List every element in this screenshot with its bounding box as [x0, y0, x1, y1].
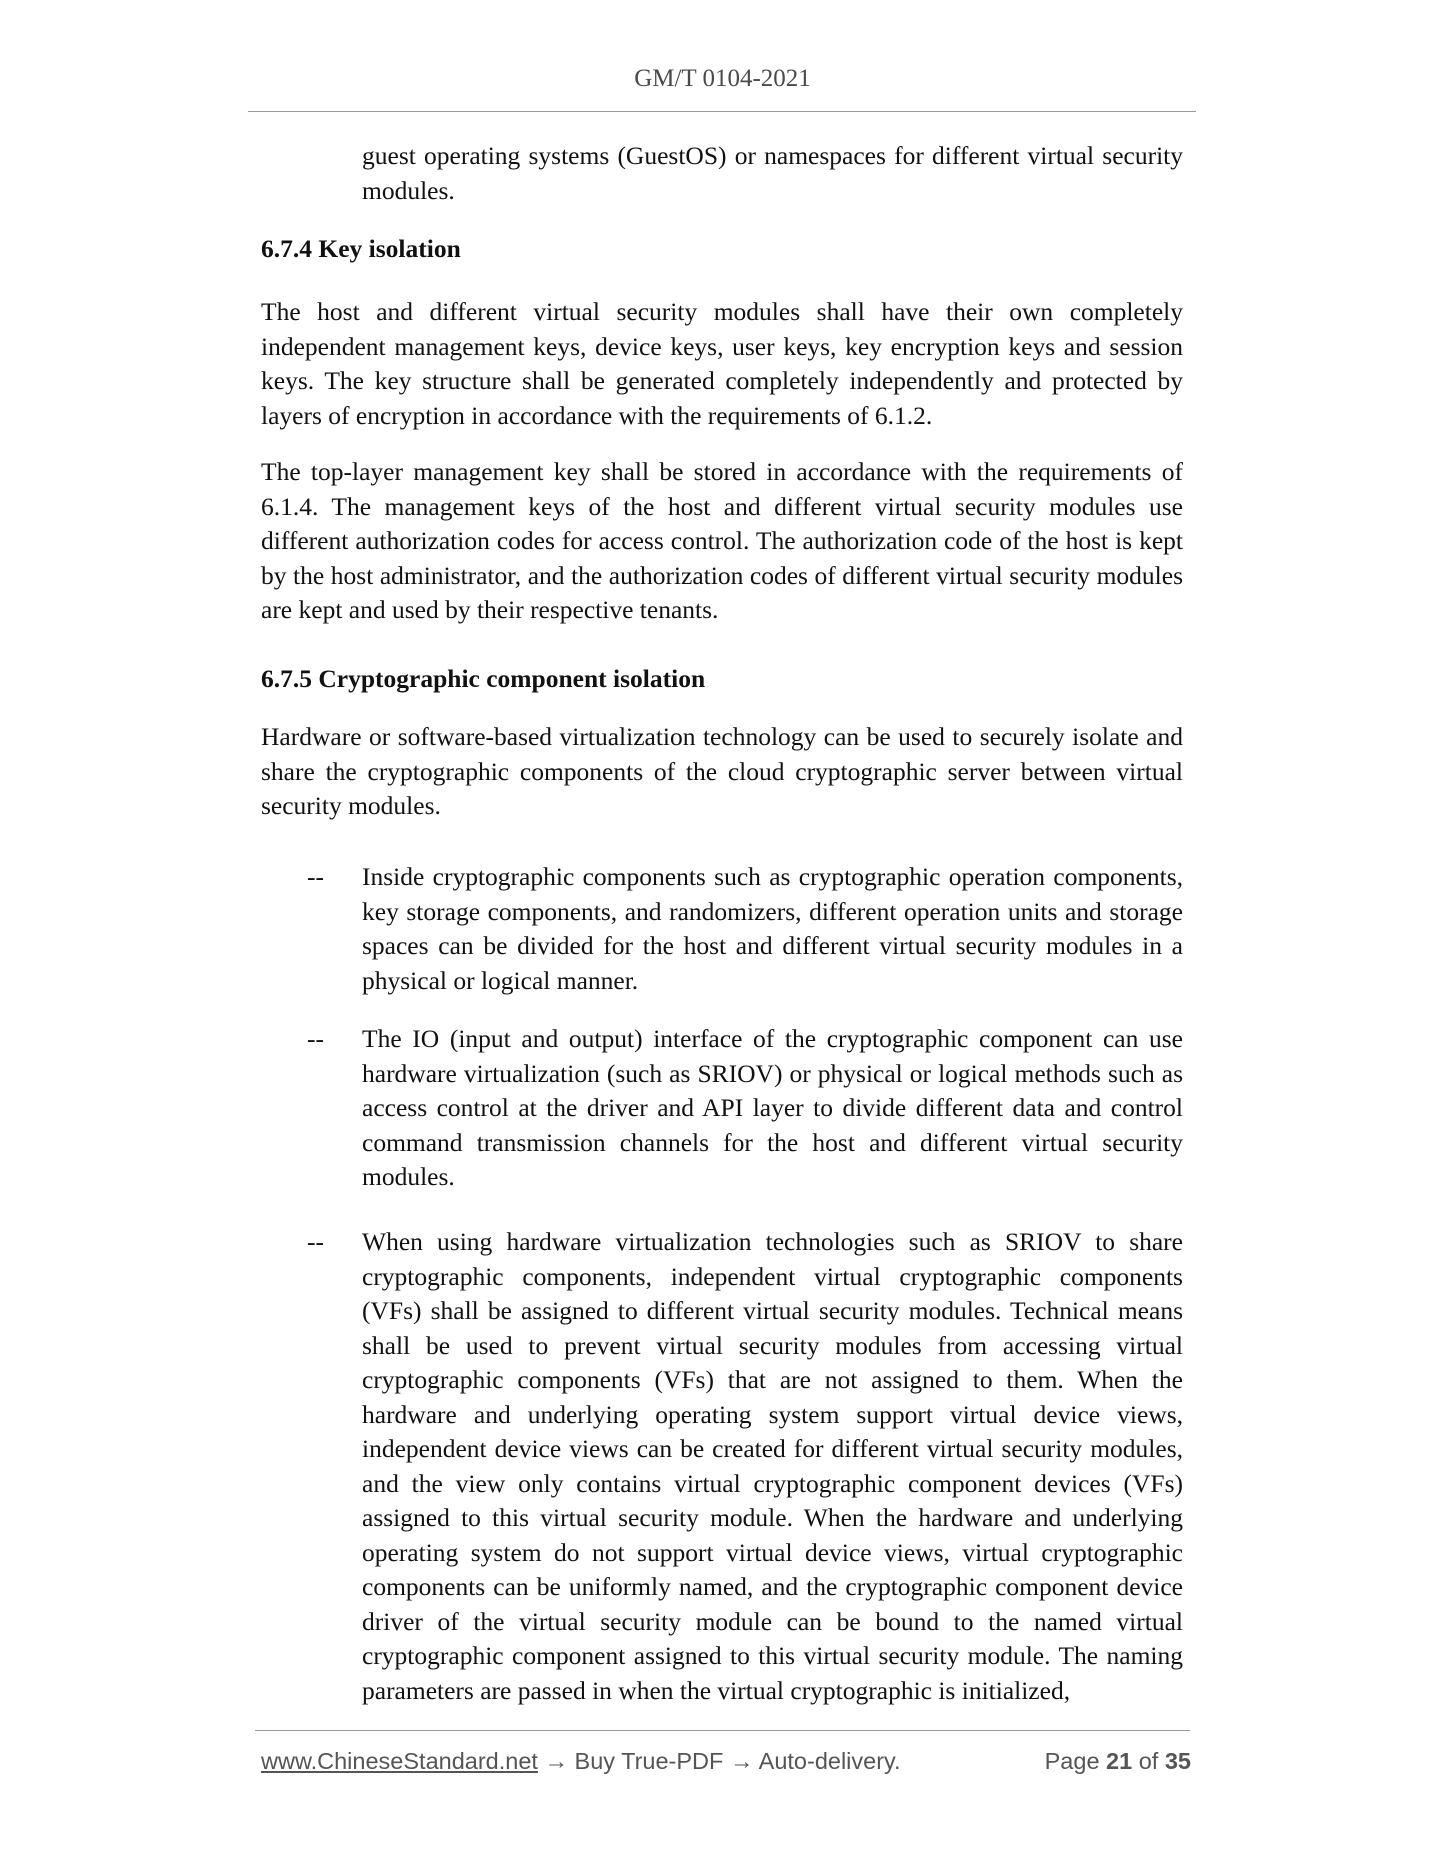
- arrow-right-icon: →: [729, 1748, 754, 1774]
- bullet-dash: --: [307, 1024, 324, 1053]
- document-code: GM/T 0104-2021: [634, 65, 811, 92]
- header-divider: [248, 111, 1196, 112]
- of-label: of: [1138, 1748, 1159, 1774]
- paragraph: Hardware or software-based virtualization technology can be used to securely isolate and share the cryptographic components of the cloud cryptographic server between virtual security modules.: [261, 722, 1183, 820]
- continued-paragraph: guest operating systems (GuestOS) or namespaces for different virtual security modules.: [362, 141, 1183, 205]
- section-heading-6-7-4: 6.7.4 Key isolation: [261, 234, 461, 263]
- chinesestandard-link[interactable]: www.ChineseStandard.net: [261, 1748, 538, 1774]
- total-pages-number: 35: [1164, 1748, 1191, 1774]
- list-item-text: Inside cryptographic components such as cryptographic operation components, key storage components, and randomizers, different operation units and storage spaces can be divided for the host and different virtual security modules in a physical or logical manner.: [362, 862, 1183, 995]
- auto-delivery-text: Auto-delivery.: [758, 1748, 901, 1774]
- page-indicator: [1045, 1745, 1191, 1777]
- bullet-dash: --: [307, 862, 324, 891]
- section-heading-6-7-5: 6.7.5 Cryptographic component isolation: [261, 664, 706, 693]
- page-label: Page: [1044, 1748, 1100, 1774]
- page-footer: [261, 1745, 1191, 1777]
- arrow-right-icon: →: [544, 1748, 568, 1774]
- bullet-dash: --: [307, 1227, 324, 1256]
- list-item-text: When using hardware virtualization technologies such as SRIOV to share cryptographic components, independent virtual cryptographic components (VFs) shall be assigned to different virtual security modules. Technical means shall be used to prevent virtual security modules from accessing virtual cryptographic components (VFs) that are not assigned to them. When the hardware and underlying operating system support virtual device views, independent device views can be created for different virtual security modules, and the view only contains virtual cryptographic component devices (VFs) assigned to this virtual security module. When the hardware and underlying operating system do not support virtual device views, virtual cryptographic components can be uniformly named, and the cryptographic component device driver of the virtual security module can be bound to the named virtual cryptographic component assigned to this virtual security module. The naming parameters are passed in when the virtual cryptographic is initialized,: [362, 1227, 1183, 1705]
- current-page-number: 21: [1106, 1748, 1133, 1774]
- paragraph: The top-layer management key shall be stored in accordance with the requirements of 6.1.4. The management keys of the host and different virtual security modules use different authorization codes for access control. The authorization code of the host is kept by the host administrator, and the authorization codes of different virtual security modules are kept and used by their respective tenants.: [261, 457, 1183, 624]
- paragraph: The host and different virtual security modules shall have their own completely independent management keys, device keys, user keys, key encryption keys and session keys. The key structure shall be generated completely independently and protected by layers of encryption in accordance with the requirements of 6.1.2.: [261, 297, 1183, 430]
- list-item-text: The IO (input and output) interface of the cryptographic component can use hardware virtualization (such as SRIOV) or physical or logical methods such as access control at the driver and API layer to divide different data and control command transmission channels for the host and different virtual security modules.: [362, 1024, 1183, 1191]
- footer-divider: [255, 1730, 1190, 1731]
- buy-true-pdf-text: Buy True-PDF: [574, 1748, 724, 1774]
